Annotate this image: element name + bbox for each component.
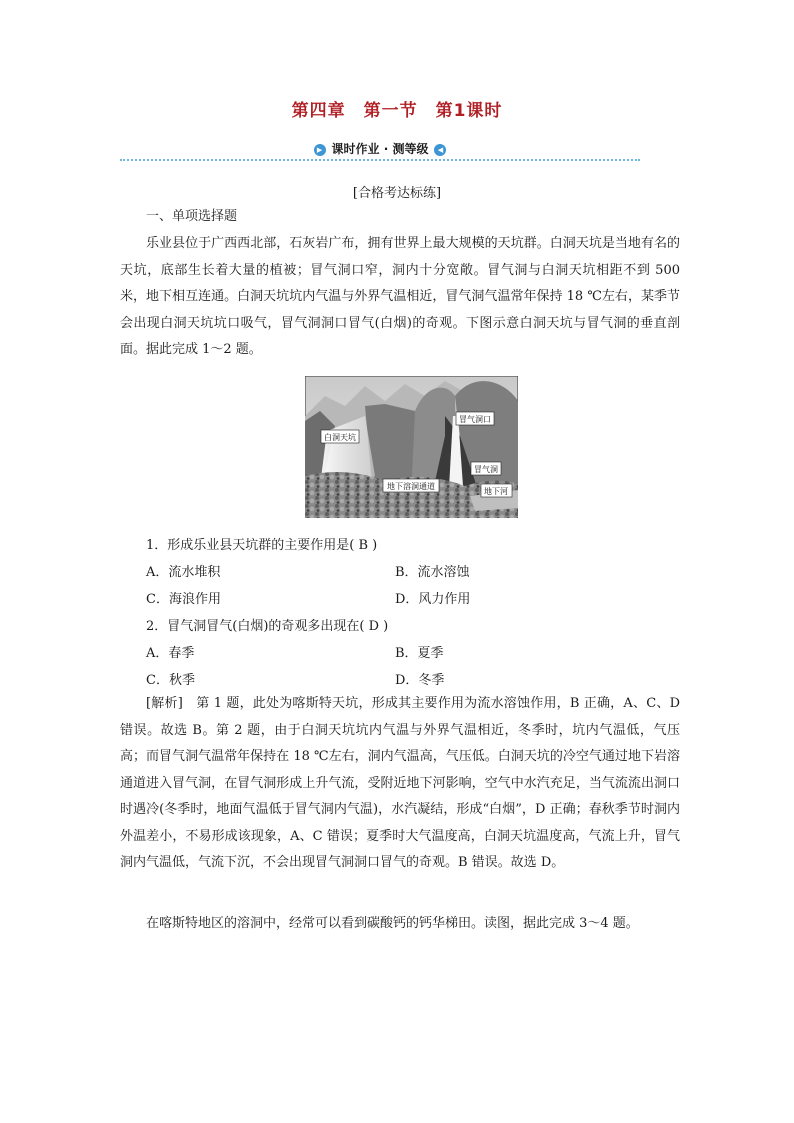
q2-option-c: C．秋季 — [146, 673, 195, 688]
play-left-icon: ◀ — [434, 144, 446, 156]
q1-option-c: C．海浪作用 — [146, 592, 221, 607]
analysis-text: [解析] 第 1 题，此处为喀斯特天坑，形成其主要作用为流水溶蚀作用，B 正确，A、C、D 错误。故选 B。第 2 题，由于白洞天坑坑内气温与外界气温相近，冬季时，坑内气温低，气压高；而冒气洞气温常年保持在 18 ℃左右，洞内气温高，气压低。白洞天坑的冷空气通过地下岩溶通道进入冒气洞，在冒气洞形成上升气流，受附近地下河影响，空气中水汽充足，当气流流出洞口时遇冷(冬季时，地面气温低于冒气洞内气温)，水汽凝结，形成“白烟”，D 正确；春秋季节时洞内外温差小，不易形成该现象，A、C 错误；夏季时大气温度高，白洞天坑温度高，气流上升，冒气洞内气温低，气流下沉，不会出现冒气洞洞口冒气的奇观。B 错误。故选 D。 — [120, 696, 680, 870]
chapter-title: 第四章 第一节 第1课时 — [291, 101, 503, 121]
question-1-stem: 1．形成乐业县天坑群的主要作用是( B ) — [146, 538, 378, 553]
cave-profile-figure — [305, 376, 518, 518]
q2-option-d: D．冬季 — [395, 673, 445, 688]
label-underground-river: 地下河 — [484, 487, 508, 496]
q2-option-a: A．春季 — [146, 646, 195, 661]
q2-option-b: B．夏季 — [395, 646, 444, 661]
banner-label: 课时作业 · 测等级 — [331, 142, 429, 156]
homework-banner — [120, 140, 640, 162]
part-heading-block — [120, 204, 680, 231]
label-baidong-tiankeng: 白洞天坑 — [324, 433, 356, 442]
cave-profile-diagram — [305, 376, 518, 518]
part-heading: 一、单项选择题 — [146, 209, 238, 224]
label-underground-channel: 地下溶洞通道 — [387, 482, 435, 491]
intro-paragraph-2: 在喀斯特地区的溶洞中，经常可以看到碳酸钙的钙华梯田。读图，据此完成 3～4 题。 — [146, 916, 639, 931]
label-maoqi-mouth: 冒气洞口 — [459, 415, 491, 424]
q1-option-b: B．流水溶蚀 — [395, 565, 470, 580]
intro-paragraph-1: 乐业县位于广西西北部，石灰岩广布，拥有世界上最大规模的天坑群。白洞天坑是当地有名的天坑，底部生长着大量的植被；冒气洞口窄，洞内十分宽敞。冒气洞与白洞天坑相距不到 500 米，地下相互连通。白洞天坑坑内气温与外界气温相近，冒气洞气温常年保持 18 ℃左右，某季节会出现白洞天坑坑口吸气，冒气洞洞口冒气(白烟)的奇观。下图示意白洞天坑与冒气洞的垂直剖面。据此完成 1～2 题。 — [120, 236, 680, 357]
section-label: [合格考达标练] — [352, 186, 442, 201]
label-maoqi-cave: 冒气洞 — [474, 465, 498, 474]
intro-paragraph-1-block — [120, 231, 680, 364]
play-right-icon: ▶ — [314, 144, 326, 156]
dotted-divider — [120, 159, 640, 161]
intro-paragraph-2-block — [120, 911, 680, 938]
q1-option-a: A．流水堆积 — [146, 565, 221, 580]
analysis-block — [120, 691, 680, 877]
question-2-stem: 2．冒气洞冒气(白烟)的奇观多出现在( D ) — [146, 619, 389, 634]
q1-option-d: D．风力作用 — [395, 592, 471, 607]
